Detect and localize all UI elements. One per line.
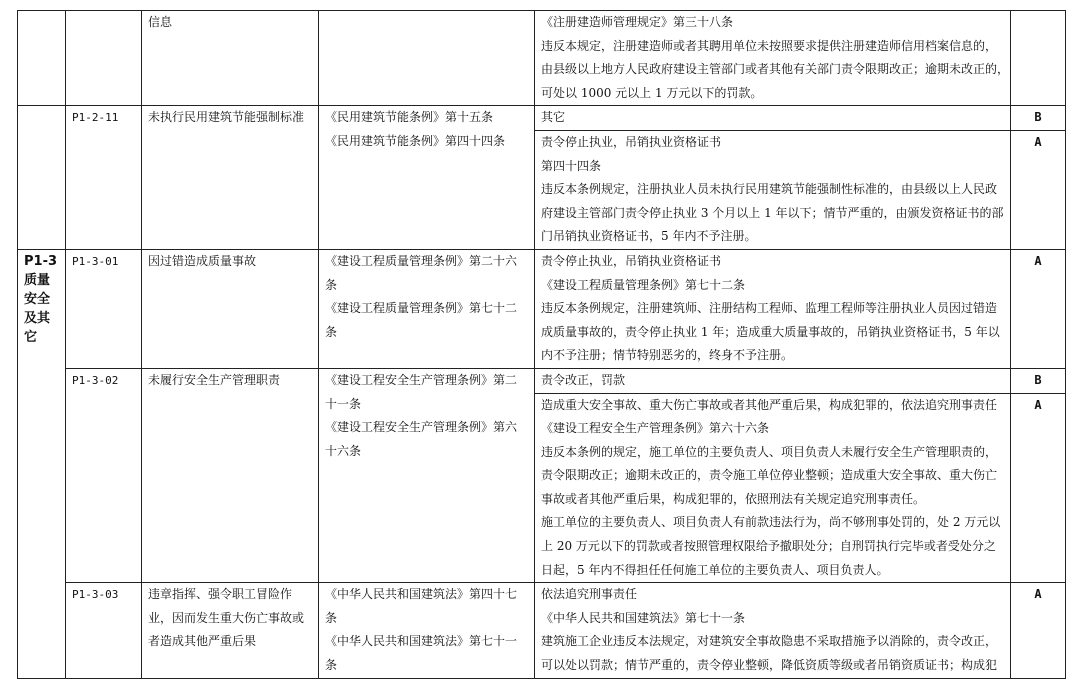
- grade-cell: [1011, 106, 1066, 131]
- item-name: 因过错造成质量事故: [148, 253, 257, 268]
- legal-basis-cell: [319, 368, 535, 582]
- table-row: [18, 249, 1066, 368]
- item-name-cell: [142, 11, 319, 106]
- penalty-line: 违反本条例规定，注册执业人员未执行民用建筑节能强制性标准的，由县级以上人民政: [541, 182, 998, 197]
- item-name: 未执行民用建筑节能强制标准: [148, 110, 305, 125]
- grade-cell: [1011, 249, 1066, 368]
- penalty-cell: [535, 130, 1011, 249]
- table-row: [18, 368, 1066, 393]
- penalty-line: 建筑施工企业违反本法规定，对建筑安全事故隐患不采取措施予以消除的，责令改正，: [541, 634, 998, 649]
- category-label-line: 它: [24, 329, 38, 345]
- grade-badge: B: [1034, 372, 1042, 387]
- penalty-cell: [535, 249, 1011, 368]
- item-name: 违章指挥、强令职工冒险作业，因而发生重大伤亡事故或者造成其他严重后果: [148, 587, 305, 649]
- item-name-cell: [142, 249, 319, 368]
- penalty-line: 责令停止执业，吊销执业资格证书: [541, 253, 722, 268]
- grade-badge: A: [1034, 397, 1042, 412]
- penalty-line: 《注册建造师管理规定》第三十八条: [541, 15, 734, 29]
- legal-basis-line: 《民用建筑节能条例》第四十四条: [325, 133, 506, 148]
- legal-basis-line: 《中华人民共和国建筑法》第七十一条: [325, 634, 518, 673]
- penalty-line: 府建设主管部门责令停止执业 3 个月以上 1 年以下；情节严重的，由颁发资格证书的部: [541, 205, 1004, 220]
- penalty-line: 《建设工程质量管理条例》第七十二条: [541, 277, 746, 292]
- penalty-line: 可以处以罚款；情节严重的，责令停业整顿，降低资质等级或者吊销资质证书；构成犯: [541, 658, 998, 673]
- penalty-line: 内不予注册；情节特别恶劣的，终身不予注册。: [541, 348, 794, 363]
- category-label-line: 安全: [24, 291, 51, 307]
- penalty-line: 责令改正，罚款: [541, 372, 626, 387]
- penalty-line: 其它: [541, 110, 566, 125]
- penalty-line: 可处以 1000 元以上 1 万元以下的罚款。: [541, 85, 763, 100]
- grade-badge: A: [1034, 587, 1042, 602]
- penalty-line: 违反本条例规定，注册建筑师、注册结构工程师、监理工程师等注册执业人员因过错造: [541, 301, 998, 316]
- item-name-cell: [142, 106, 319, 250]
- penalty-line: 违反本规定，注册建造师或者其聘用单位未按照要求提供注册建造师信用档案信息的，: [541, 38, 998, 53]
- penalty-line: 责令限期改正；逾期未改正的，责令施工单位停业整顿；造成重大安全事故、重大伤亡: [541, 468, 998, 483]
- grade-cell: [1011, 130, 1066, 249]
- grade-badge: B: [1034, 110, 1042, 125]
- table-row: [18, 583, 1066, 678]
- legal-basis-cell: [319, 583, 535, 678]
- penalty-line: 违反本条例的规定，施工单位的主要负责人、项目负责人未履行安全生产管理职责的，: [541, 444, 998, 459]
- penalty-cell: [535, 11, 1011, 106]
- grade-cell: [1011, 11, 1066, 106]
- item-code-cell: [66, 583, 142, 678]
- legal-basis-cell: [319, 106, 535, 250]
- item-code: P1-3-03: [72, 588, 119, 602]
- grade-badge: A: [1034, 253, 1042, 268]
- penalty-line: 《中华人民共和国建筑法》第七十一条: [541, 610, 746, 625]
- legal-basis-line: 《建设工程质量管理条例》第二十六条: [325, 253, 518, 292]
- category-cell: [18, 11, 66, 106]
- penalty-line: 《建设工程安全生产管理条例》第六十六条: [541, 421, 770, 436]
- penalty-cell: [535, 583, 1011, 678]
- category-label-line: P1-3: [24, 253, 58, 269]
- regulation-table: [17, 10, 1066, 679]
- penalty-line: 依法追究刑事责任: [541, 587, 638, 602]
- item-name: 未履行安全生产管理职责: [148, 372, 281, 387]
- item-name: 信息: [148, 15, 173, 29]
- legal-basis-line: 《建设工程质量管理条例》第七十二条: [325, 301, 518, 339]
- grade-cell: [1011, 583, 1066, 678]
- legal-basis-line: 《民用建筑节能条例》第十五条: [325, 110, 494, 125]
- penalty-cell: [535, 393, 1011, 583]
- penalty-cell: [535, 106, 1011, 131]
- legal-basis-cell: [319, 11, 535, 106]
- item-code-cell: [66, 368, 142, 582]
- penalty-line: 责令停止执业，吊销执业资格证书: [541, 134, 722, 149]
- penalty-cell: [535, 368, 1011, 393]
- penalty-line: 门吊销执业资格证书，5 年内不予注册。: [541, 229, 757, 244]
- grade-cell: [1011, 393, 1066, 583]
- penalty-line: 成质量事故的，责令停止执业 1 年；造成重大质量事故的，吊销执业资格证书，5 年以: [541, 324, 1000, 339]
- penalty-line: 第四十四条: [541, 158, 602, 173]
- category-label-line: 质量: [24, 272, 51, 288]
- penalty-line: 由县级以上地方人民政府建设主管部门或者其他有关部门责令限期改正；逾期未改正的，: [541, 62, 1010, 77]
- category-cell: [18, 249, 66, 678]
- item-name-cell: [142, 368, 319, 582]
- legal-basis-line: 《建设工程安全生产管理条例》第六十六条: [325, 420, 518, 458]
- item-code-cell: [66, 11, 142, 106]
- category-label-line: 及其: [24, 310, 51, 326]
- item-code: P1-2-11: [72, 111, 119, 125]
- category-cell: [18, 106, 66, 250]
- table-row: [18, 106, 1066, 131]
- legal-basis-line: 《中华人民共和国建筑法》第四十七条: [325, 587, 518, 625]
- grade-cell: [1011, 368, 1066, 393]
- item-code: P1-3-02: [72, 373, 119, 387]
- penalty-line: 日起，5 年内不得担任任何施工单位的主要负责人、项目负责人。: [541, 562, 889, 577]
- penalty-line: 施工单位的主要负责人、项目负责人有前款违法行为，尚不够刑事处罚的，处 2 万元以: [541, 515, 1001, 530]
- item-code: P1-3-01: [72, 254, 119, 268]
- item-name-cell: [142, 583, 319, 678]
- item-code-cell: [66, 249, 142, 368]
- penalty-line: 事故或者其他严重后果，构成犯罪的，依照刑法有关规定追究刑事责任。: [541, 491, 926, 506]
- penalty-line: 造成重大安全事故、重大伤亡事故或者其他严重后果，构成犯罪的，依法追究刑事责任: [541, 397, 998, 412]
- legal-basis-line: 《建设工程安全生产管理条例》第二十一条: [325, 372, 518, 411]
- table-row: [18, 11, 1066, 106]
- legal-basis-cell: [319, 249, 535, 368]
- grade-badge: A: [1034, 134, 1042, 149]
- item-code-cell: [66, 106, 142, 250]
- penalty-line: 上 20 万元以下的罚款或者按照管理权限给予撤职处分；自刑罚执行完毕或者受处分之: [541, 539, 996, 554]
